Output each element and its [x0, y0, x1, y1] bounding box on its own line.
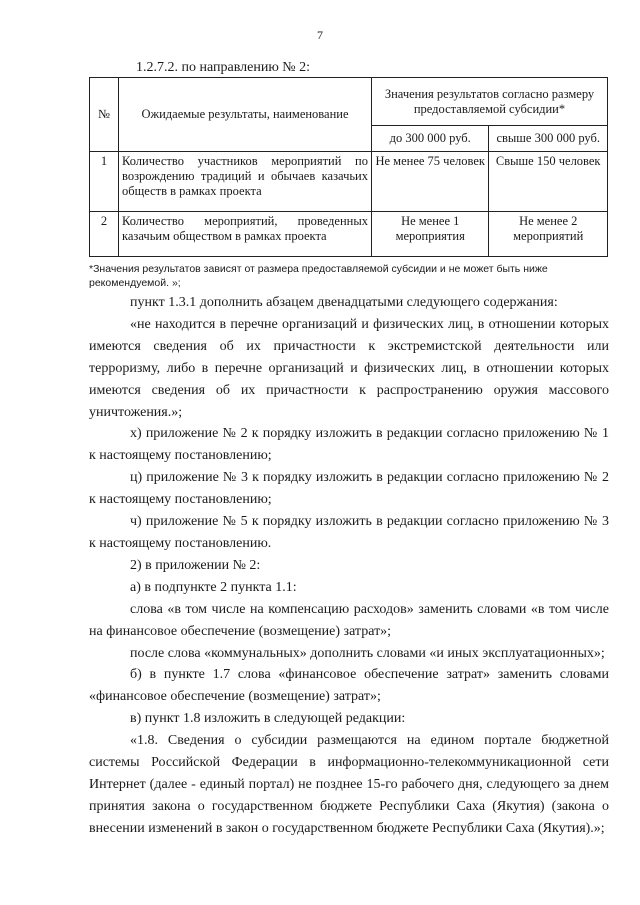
row-name: Количество участников мероприятий по возрождению традиций и обычаев казачьих обществ в рамках проекта — [119, 152, 372, 212]
row-value-b: Не менее 2 мероприятий — [489, 212, 608, 257]
paragraph: в) пункт 1.8 изложить в следующей редакции: — [130, 711, 406, 727]
paragraph: после слова «коммунальных» дополнить словами «и иных эксплуатационных»; — [130, 645, 605, 661]
row-name: Количество мероприятий, проведенных казачьим обществом в рамках проекта — [119, 212, 372, 257]
paragraph: пункт 1.3.1 дополнить абзацем двенадцатыми следующего содержания: — [130, 295, 558, 310]
row-value-b: Свыше 150 человек — [489, 152, 608, 212]
table-footnote: *Значения результатов зависят от размера предоставляемой субсидии и не может быть ниже рекомендуемой. »; — [89, 263, 548, 289]
header-col-a: до 300 000 руб. — [372, 126, 489, 152]
paragraph: б) в пункте 1.7 слова «финансовое обеспечение затрат» заменить словами «финансовое обеспечение (возмещение) затрат»; — [89, 667, 609, 705]
header-name: Ожидаемые результаты, наименование — [119, 78, 372, 152]
row-number: 2 — [90, 212, 119, 257]
paragraph: «1.8. Сведения о субсидии размещаются на едином портале бюджетной системы Российской Федерации в информационно-телекоммуникационной сети Интернет (далее - единый портал) не позднее 15-го рабочего дня, следующего за днем принятия закона о государственном бюджете Республики Саха (Якутия) (закона о внесении изменений в закон о государственном бюджете Республики Саха (Якутия).»; — [89, 733, 609, 836]
table-row — [90, 212, 608, 257]
results-table — [89, 77, 608, 257]
body-text — [89, 292, 609, 840]
page-number: 7 — [317, 28, 323, 42]
paragraph: 2) в приложении № 2: — [130, 557, 261, 573]
row-value-a: Не менее 75 человек — [372, 152, 489, 212]
header-number: № — [90, 78, 119, 152]
row-number: 1 — [90, 152, 119, 212]
header-values: Значения результатов согласно размеру предоставляемой субсидии* — [372, 78, 608, 126]
paragraph: «не находится в перечне организаций и физических лиц, в отношении которых имеются сведения об их причастности к экстремистской деятельности или терроризму, либо в перечне организаций и физических лиц, в отношении которых имеются сведения об их причастности к распространению оружия массового уничтожения.»; — [89, 316, 609, 420]
paragraph: слова «в том числе на компенсацию расходов» заменить словами «в том числе на финансовое обеспечение (возмещение) затрат»; — [89, 601, 609, 639]
header-col-b: свыше 300 000 руб. — [489, 126, 608, 152]
section-heading: 1.2.7.2. по направлению № 2: — [136, 60, 311, 75]
table-header-row — [90, 78, 608, 126]
row-value-a: Не менее 1 мероприятия — [372, 212, 489, 257]
paragraph: ч) приложение № 5 к порядку изложить в редакции согласно приложению № 3 к настоящему постановлению. — [89, 514, 609, 551]
paragraph: а) в подпункте 2 пункта 1.1: — [130, 579, 297, 595]
paragraph: х) приложение № 2 к порядку изложить в редакции согласно приложению № 1 к настоящему постановлению; — [89, 426, 609, 464]
table-row — [90, 152, 608, 212]
paragraph: ц) приложение № 3 к порядку изложить в редакции согласно приложению № 2 к настоящему постановлению; — [89, 470, 609, 508]
